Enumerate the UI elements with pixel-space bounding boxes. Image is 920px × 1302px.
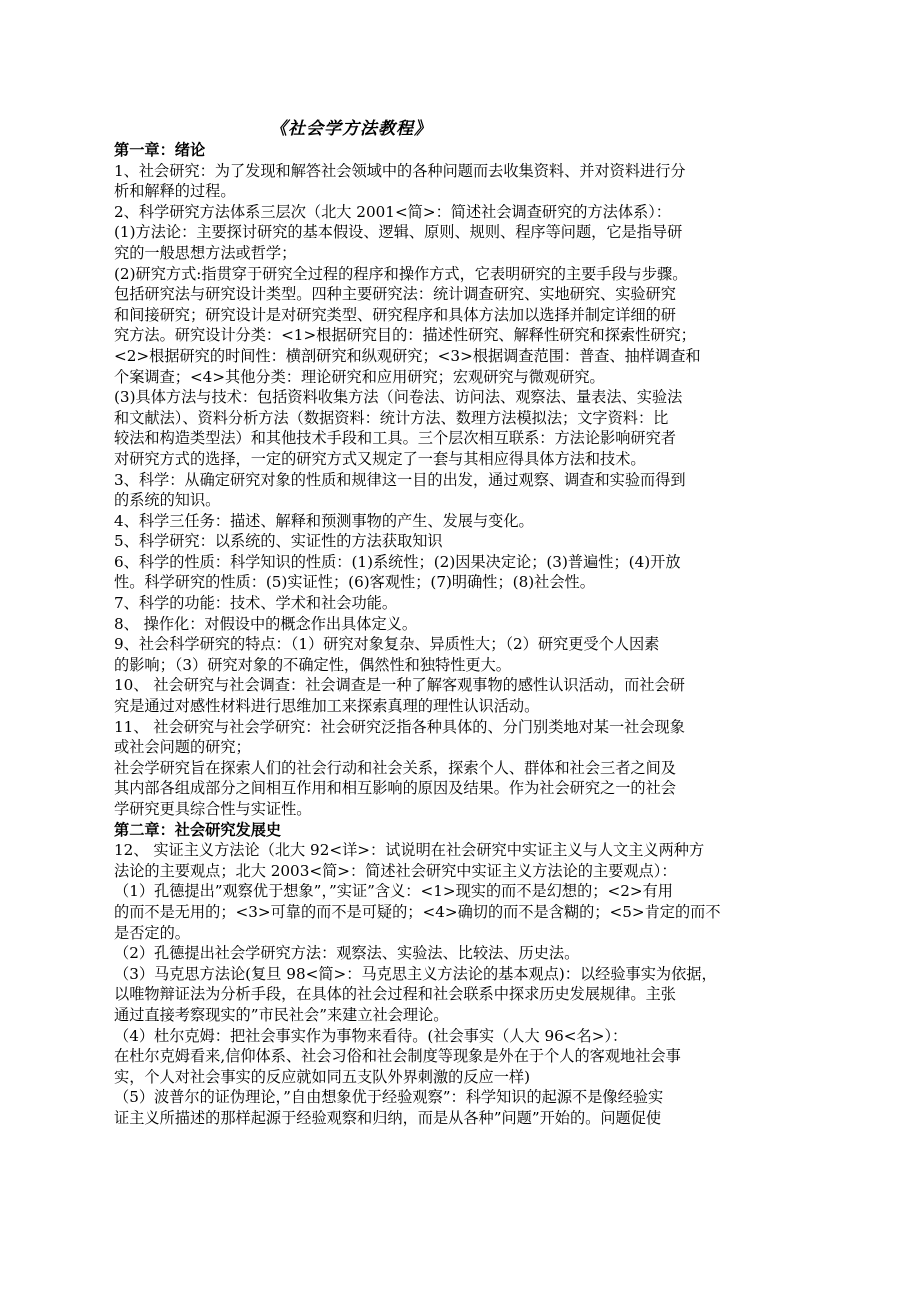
text-line: 3、科学：从确定研究对象的性质和规律这一目的出发，通过观察、调查和实验而得到 <box>114 470 686 489</box>
text-line: (3)具体方法与技术：包括资料收集方法（问卷法、访问法、观察法、量表法、实验法 <box>114 388 683 407</box>
text-line: 学研究更具综合性与实证性。 <box>114 800 312 818</box>
text-line: 对研究方式的选择，一定的研究方式又规定了一套与其相应得具体方法和技术。 <box>114 449 646 468</box>
text-line: 和文献法）、资料分析方法（数据资料：统计方法、数理方法模拟法；文字资料：比 <box>114 408 669 427</box>
text-line: 的系统的知识。 <box>114 491 221 510</box>
text-line: 实，个人对社会事实的反应就如同五支队外界刺激的反应一样) <box>114 1067 530 1086</box>
text-line: 以唯物辩证法为分析手段，在具体的社会过程和社会联系中探求历史发展规律。主张 <box>114 985 676 1004</box>
text-line: 究方法。研究设计分类：<1>根据研究目的：描述性研究、解释性研究和探索性研究； <box>114 326 696 345</box>
text-line: 析和解释的过程。 <box>114 182 236 201</box>
text-line: 在杜尔克姆看来,信仰体系、社会习俗和社会制度等现象是外在于个人的客观地社会事 <box>114 1047 681 1066</box>
text-line: 是否定的。 <box>114 923 190 942</box>
text-line: 较法和构造类型法）和其他技术手段和工具。三个层次相互联系：方法论影响研究者 <box>114 429 676 448</box>
text-line: 或社会问题的研究； <box>114 738 251 757</box>
text-line: 的而不是无用的；<3>可靠的而不是可疑的；<4>确切的而不是含糊的；<5>肯定的而不 <box>114 902 721 921</box>
text-line: 6、科学的性质：科学知识的性质：(1)系统性；(2)因果决定论；(3)普遍性；(4)开放 <box>114 552 681 571</box>
text-line: 5、科学研究：以系统的、实证性的方法获取知识 <box>114 532 443 551</box>
text-line: 法论的主要观点；北大 2003<简>：简述社会研究中实证主义方法论的主要观点）： <box>114 861 677 880</box>
text-line: 和间接研究；研究设计是对研究类型、研究程序和具体方法加以选择并制定详细的研 <box>114 305 676 324</box>
chapter-heading: 第一章：绪论 <box>114 141 206 159</box>
text-line: 9、社会科学研究的特点：（1）研究对象复杂、异质性大；（2）研究更受个人因素 <box>114 635 660 654</box>
text-line: 8、 操作化：对假设中的概念作出具体定义。 <box>114 614 418 633</box>
text-line: 证主义所描述的那样起源于经验观察和归纳，而是从各种”问题”开始的。问题促使 <box>114 1108 662 1127</box>
text-line: （4）杜尔克姆：把社会事实作为事物来看待。(社会事实（人大 96<名>）： <box>114 1026 628 1045</box>
text-line: 12、 实证主义方法论（北大 92<详>：试说明在社会研究中实证主义与人文主义两种方 <box>114 841 705 860</box>
text-line: <2>根据研究的时间性：横剖研究和纵观研究；<3>根据调查范围：普查、抽样调查和 <box>114 346 701 365</box>
text-line: 社会学研究旨在探索人们的社会行动和社会关系，探索个人、群体和社会三者之间及 <box>114 758 676 777</box>
text-line: 通过直接考察现实的”市民社会”来建立社会理论。 <box>114 1005 449 1024</box>
text-line: （3）马克思方法论(复旦 98<简>：马克思主义方法论的基本观点)：以经验事实为依据， <box>114 964 717 983</box>
text-line: (1)方法论：主要探讨研究的基本假设、逻辑、原则、规则、程序等问题，它是指导研 <box>114 223 683 242</box>
text-line: 4、科学三任务：描述、解释和预测事物的产生、发展与变化。 <box>114 511 534 530</box>
text-line: 2、科学研究方法体系三层次（北大 2001<简>：简述社会调查研究的方法体系）： <box>114 202 671 221</box>
text-line: 包括研究法与研究设计类型。四种主要研究法：统计调查研究、实地研究、实验研究 <box>114 285 676 304</box>
text-line: 个案调查；<4>其他分类：理论研究和应用研究；宏观研究与微观研究。 <box>114 367 605 386</box>
text-line: 10、 社会研究与社会调查：社会调查是一种了解客观事物的感性认识活动，而社会研 <box>114 676 685 695</box>
text-line: （1）孔德提出”观察优于想象”，”实证”含义：<1>现实的而不是幻想的；<2>有用 <box>114 882 673 901</box>
chapter-heading: 第二章：社会研究发展史 <box>114 820 282 839</box>
text-line: 的影响；（3）研究对象的不确定性，偶然性和独特性更大。 <box>114 655 511 674</box>
text-line: 究是通过对感性材料进行思维加工来探索真理的理性认识活动。 <box>114 697 540 716</box>
text-line: （5）波普尔的证伪理论，”自由想象优于经验观察”：科学知识的起源不是像经验实 <box>114 1088 664 1107</box>
text-line: 究的一般思想方法或哲学； <box>114 243 297 262</box>
text-line: 其内部各组成部分之间相互作用和相互影响的原因及结果。作为社会研究之一的社会 <box>114 779 676 798</box>
text-line: 11、 社会研究与社会学研究：社会研究泛指各种具体的、分门别类地对某一社会现象 <box>114 717 685 736</box>
text-line: （2）孔德提出社会学研究方法：观察法、实验法、比较法、历史法。 <box>114 944 580 963</box>
document-title: 《社会学方法教程》 <box>270 119 432 139</box>
text-line: 7、科学的功能：技术、学术和社会功能。 <box>114 594 398 613</box>
text-line: 1、社会研究：为了发现和解答社会领域中的各种问题而去收集资料、并对资料进行分 <box>114 161 686 180</box>
text-line: (2)研究方式:指贯穿于研究全过程的程序和操作方式，它表明研究的主要手段与步骤。 <box>114 264 688 283</box>
text-line: 性。科学研究的性质：(5)实证性；(6)客观性；(7)明确性；(8)社会性。 <box>114 573 595 592</box>
document-body <box>114 140 814 1129</box>
